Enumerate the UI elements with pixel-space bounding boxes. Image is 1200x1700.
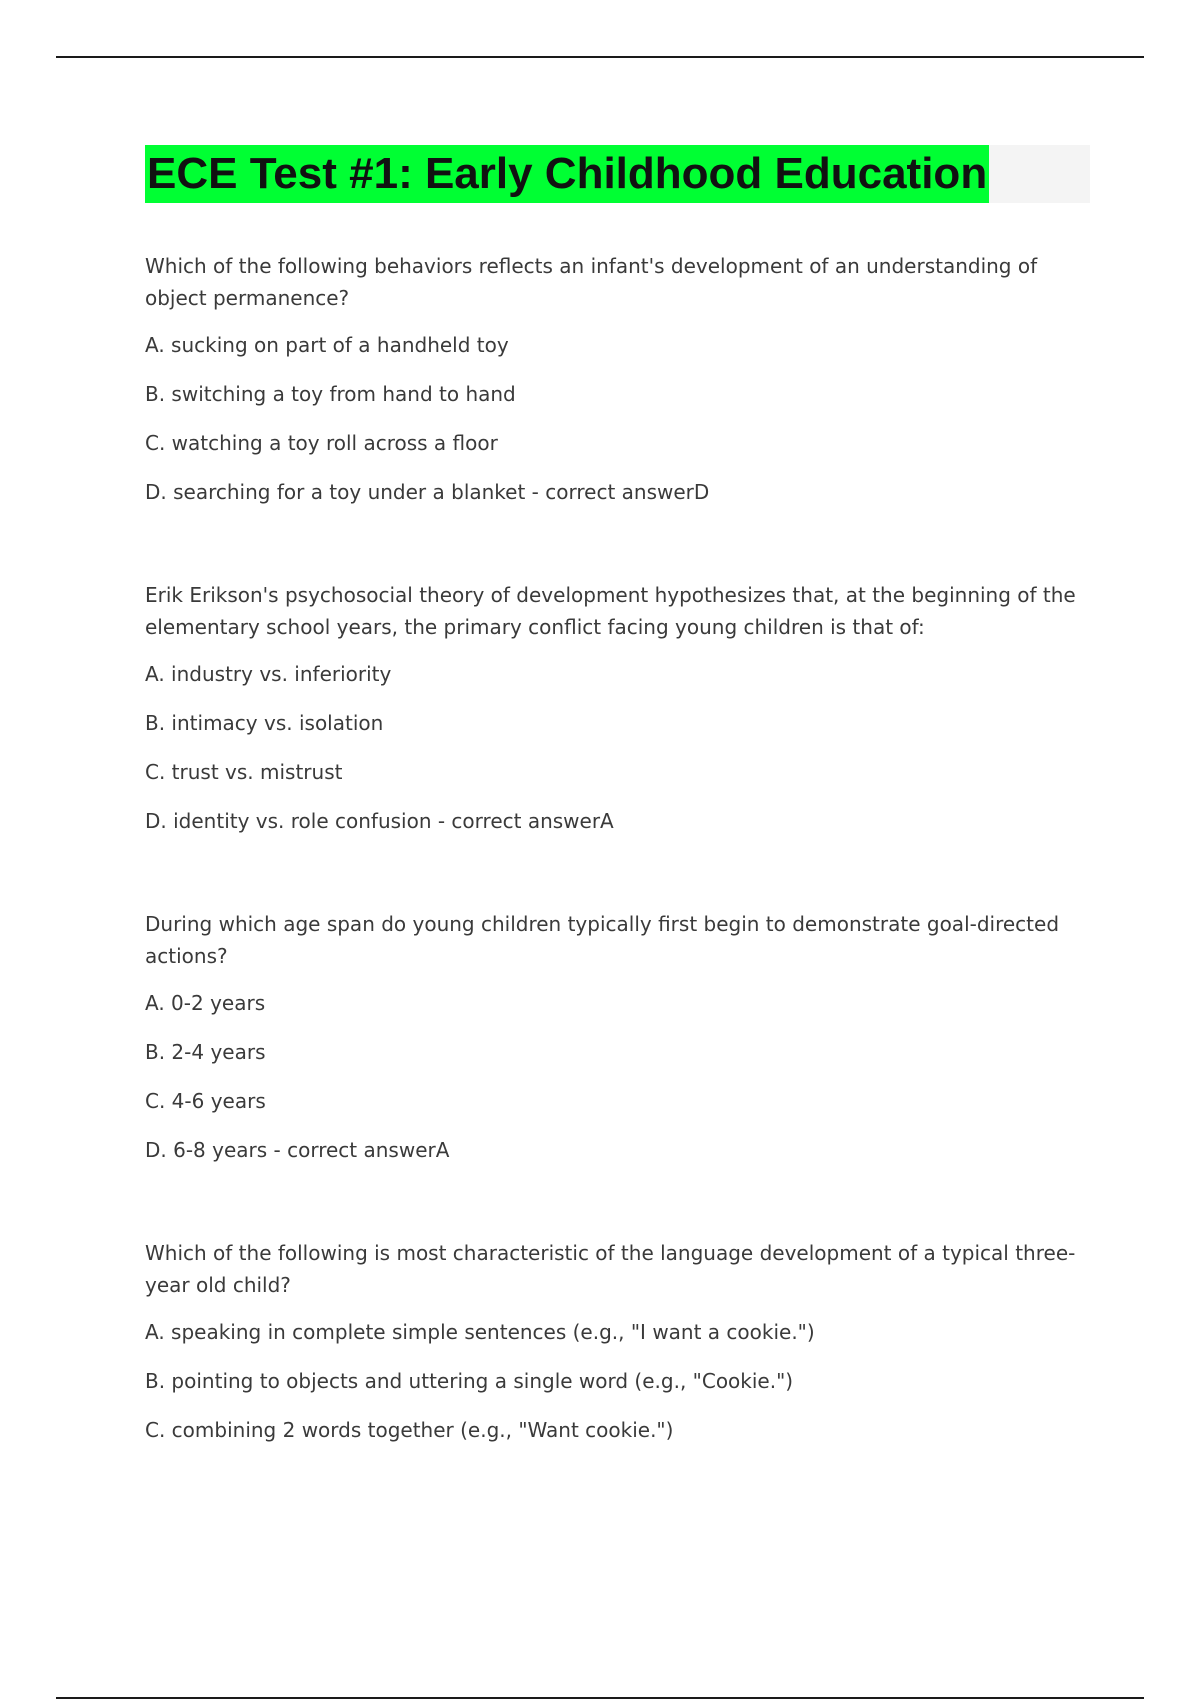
top-rule	[56, 56, 1144, 58]
answer-option: A. 0-2 years	[145, 991, 266, 1015]
answer-option: C. trust vs. mistrust	[145, 760, 343, 784]
question-text: Which of the following behaviors reflects an infant's development of an understanding of object permanence?	[145, 254, 1038, 310]
answer-option: B. switching a toy from hand to hand	[145, 382, 516, 406]
answer-option: A. sucking on part of a handheld toy	[145, 333, 509, 357]
question-2	[145, 579, 1090, 838]
answer-option: B. 2-4 years	[145, 1040, 266, 1064]
question-1	[145, 250, 1090, 509]
answer-option: A. industry vs. inferiority	[145, 662, 392, 686]
bottom-rule	[56, 1697, 1144, 1699]
answer-option: D. identity vs. role confusion - correct answerA	[145, 809, 614, 833]
question-3	[145, 908, 1090, 1167]
question-text: During which age span do young children typically first begin to demonstrate goal-directed actions?	[145, 912, 1060, 968]
answer-option: D. searching for a toy under a blanket - correct answerD	[145, 480, 710, 504]
page-title: ECE Test #1: Early Childhood Education	[145, 145, 989, 203]
title-banner	[145, 145, 1090, 203]
answer-option: C. watching a toy roll across a floor	[145, 431, 498, 455]
answer-option: A. speaking in complete simple sentences (e.g., "I want a cookie.")	[145, 1320, 815, 1344]
answer-option: C. 4-6 years	[145, 1089, 266, 1113]
document-body	[145, 145, 1090, 1463]
answer-option: D. 6-8 years - correct answerA	[145, 1138, 450, 1162]
question-4	[145, 1237, 1090, 1447]
question-text: Which of the following is most characteristic of the language development of a typical three-year old child?	[145, 1241, 1076, 1297]
question-text: Erik Erikson's psychosocial theory of development hypothesizes that, at the beginning of the elementary school years, the primary conflict facing young children is that of:	[145, 583, 1076, 639]
answer-option: B. pointing to objects and uttering a single word (e.g., "Cookie.")	[145, 1369, 794, 1393]
answer-option: C. combining 2 words together (e.g., "Want cookie.")	[145, 1418, 674, 1442]
answer-option: B. intimacy vs. isolation	[145, 711, 384, 735]
